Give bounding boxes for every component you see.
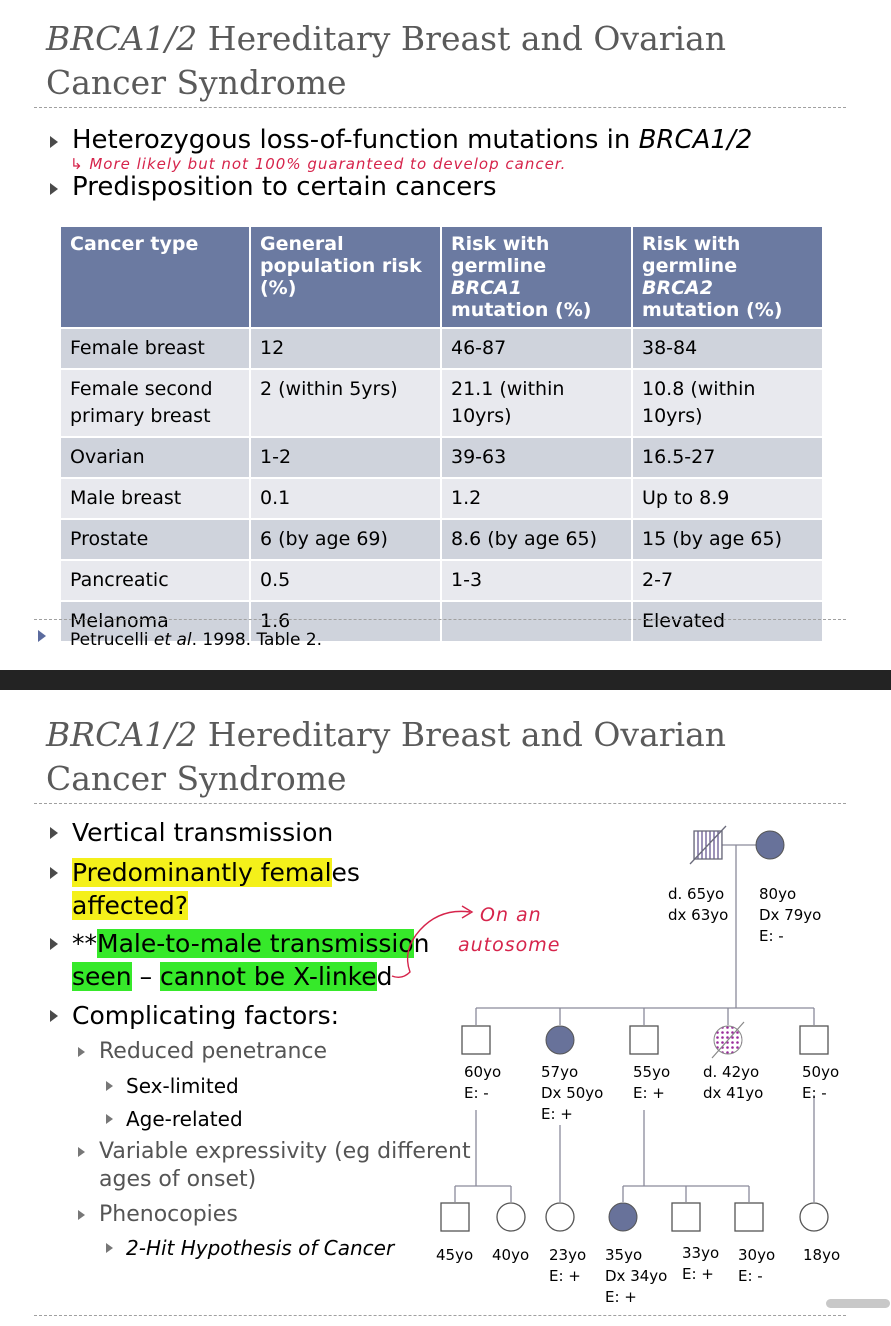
unaffected-male-symbol [462, 1026, 490, 1054]
sub-sub-bullet-arrow-icon [106, 1114, 113, 1124]
sub-bullet-arrow-icon [78, 1210, 85, 1220]
bullet-complicating-factors: Complicating factors: [72, 1001, 340, 1030]
gene-name: BRCA1/2 [638, 125, 753, 155]
pedigree-label: 60yo E: - [464, 1063, 502, 1102]
bullet-arrow-icon [50, 827, 58, 839]
unaffected-male-symbol [800, 1026, 828, 1054]
table-cell: 0.5 [250, 560, 441, 601]
pedigree-label: 33yo E: + [682, 1244, 720, 1283]
header-cancer-type: Cancer type [61, 227, 250, 328]
pedigree-label: 35yo Dx 34yo E: + [605, 1246, 668, 1306]
sub-sub-bullet-age-related: Age-related [126, 1107, 243, 1131]
reference-citation: Petrucelli et al. 1998. Table 2. [70, 630, 323, 650]
table-cell: Male breast [61, 478, 250, 519]
table-cell [441, 601, 632, 641]
unaffected-female-symbol [497, 1203, 525, 1231]
sub-bullet-phenocopies: Phenocopies [99, 1202, 238, 1227]
table-row [61, 560, 822, 601]
slide-1-title [46, 17, 726, 105]
header-brca2-risk: Risk with germline BRCA2 mutation (%) [632, 227, 822, 328]
bullet-male-to-male: **Male-to-male transmission [72, 929, 430, 958]
table-cell: Up to 8.9 [632, 478, 822, 519]
sub-bullet-reduced-penetrance: Reduced penetrance [99, 1039, 328, 1064]
title-line-2: Cancer Syndrome [46, 63, 347, 102]
table-cell: Ovarian [61, 437, 250, 478]
bullet-predominantly-females: Predominantly females [72, 858, 360, 887]
sub-sub-bullet-sex-limited: Sex-limited [126, 1074, 239, 1098]
table-row [61, 328, 822, 369]
affected-female-symbol [756, 831, 784, 859]
table-row [61, 478, 822, 519]
table-cell: Pancreatic [61, 560, 250, 601]
unaffected-male-symbol [672, 1203, 700, 1231]
table-cell: 39-63 [441, 437, 632, 478]
pedigree-label: 45yo [436, 1246, 474, 1264]
table-cell: 1.2 [441, 478, 632, 519]
table-cell: 16.5-27 [632, 437, 822, 478]
bullet-arrow-icon [50, 136, 58, 148]
title-line-2: Cancer Syndrome [46, 759, 347, 798]
header-brca1-risk: Risk with germline BRCA1 mutation (%) [441, 227, 632, 328]
table-cell: 6 (by age 69) [250, 519, 441, 560]
table-cell: Female second primary breast [61, 369, 250, 437]
table-row [61, 519, 822, 560]
pedigree-label: 50yo E: - [802, 1063, 840, 1102]
affected-female-symbol [609, 1203, 637, 1231]
sub-bullet-arrow-icon [78, 1147, 85, 1157]
unaffected-male-symbol [735, 1203, 763, 1231]
bullet-arrow-icon [50, 867, 58, 879]
bullet-predominantly-females-line2: affected? [72, 891, 188, 920]
bullet-heterozygous: Heterozygous loss-of-function mutations in BRCA1/2 [72, 125, 753, 155]
table-cell: 1-2 [250, 437, 441, 478]
bullet-arrow-icon [50, 938, 58, 950]
pedigree-label: 80yo Dx 79yo E: - [759, 885, 822, 945]
bullet-male-to-male-line2: seen – cannot be X-linked [72, 962, 393, 991]
table-cell: 21.1 (within 10yrs) [441, 369, 632, 437]
affected-female-symbol [546, 1026, 574, 1054]
pedigree-label: 55yo E: + [633, 1063, 671, 1102]
title-line-1: Hereditary Breast and Ovarian [197, 715, 727, 754]
table-cell: Elevated [632, 601, 822, 641]
slide-2 [0, 690, 891, 1326]
table-cell: 38-84 [632, 328, 822, 369]
bullet-arrow-icon [50, 1010, 58, 1022]
bullet-vertical-transmission: Vertical transmission [72, 818, 334, 847]
handwritten-note-line2: autosome [458, 934, 561, 956]
table-cell: 12 [250, 328, 441, 369]
table-cell: 15 (by age 65) [632, 519, 822, 560]
table-cell: 2-7 [632, 560, 822, 601]
sub-bullet-arrow-icon [78, 1047, 85, 1057]
sub-sub-bullet-two-hit: 2-Hit Hypothesis of Cancer [126, 1236, 395, 1260]
bullet-arrow-icon [50, 183, 58, 195]
title-divider [34, 107, 846, 108]
sub-sub-bullet-arrow-icon [106, 1081, 113, 1091]
table-cell: 46-87 [441, 328, 632, 369]
sub-bullet-variable-expressivity: Variable expressivity (eg different ages of onset) [99, 1139, 471, 1192]
pedigree-label: 18yo [803, 1246, 841, 1264]
title-divider [34, 803, 846, 804]
table-cell: 0.1 [250, 478, 441, 519]
table-cell: Melanoma [61, 601, 250, 641]
footer-divider [34, 619, 846, 620]
table-cell: 10.8 (within 10yrs) [632, 369, 822, 437]
pedigree-label: d. 65yo dx 63yo [668, 885, 729, 924]
pedigree-label: 23yo E: + [549, 1246, 587, 1285]
unaffected-female-symbol [800, 1203, 828, 1231]
pedigree-label: 30yo E: - [738, 1246, 776, 1285]
reference-arrow-icon [38, 630, 46, 642]
title-line-1: Hereditary Breast and Ovarian [197, 19, 727, 58]
table-cell: Female breast [61, 328, 250, 369]
unaffected-male-symbol [441, 1203, 469, 1231]
table-cell: Prostate [61, 519, 250, 560]
pedigree-chart [420, 810, 880, 1250]
title-gene: BRCA1/2 [46, 715, 198, 754]
footer-divider [34, 1315, 846, 1316]
pedigree-label: 40yo [492, 1246, 530, 1264]
slide-separator [0, 670, 891, 690]
table-cell: 2 (within 5yrs) [250, 369, 441, 437]
scrollbar-handle[interactable] [826, 1299, 890, 1308]
pedigree-label: d. 42yo dx 41yo [703, 1063, 764, 1102]
table-cell: 8.6 (by age 65) [441, 519, 632, 560]
sub-sub-bullet-arrow-icon [106, 1243, 113, 1253]
unaffected-male-symbol [630, 1026, 658, 1054]
table-header-row [61, 227, 822, 328]
table-row [61, 369, 822, 437]
handwritten-note-line1: On an [480, 904, 542, 926]
unaffected-female-symbol [546, 1203, 574, 1231]
cancer-risk-table [61, 227, 822, 641]
bullet-predisposition: Predisposition to certain cancers [72, 172, 497, 202]
pedigree-label: 57yo Dx 50yo E: + [541, 1063, 604, 1123]
slide-2-title [46, 713, 726, 801]
table-cell: 1.6 [250, 601, 441, 641]
title-gene: BRCA1/2 [46, 19, 198, 58]
table-cell: 1-3 [441, 560, 632, 601]
header-general-risk: General population risk (%) [250, 227, 441, 328]
handwritten-note: ↳ More likely but not 100% guaranteed to develop cancer. [70, 155, 567, 173]
table-row [61, 437, 822, 478]
